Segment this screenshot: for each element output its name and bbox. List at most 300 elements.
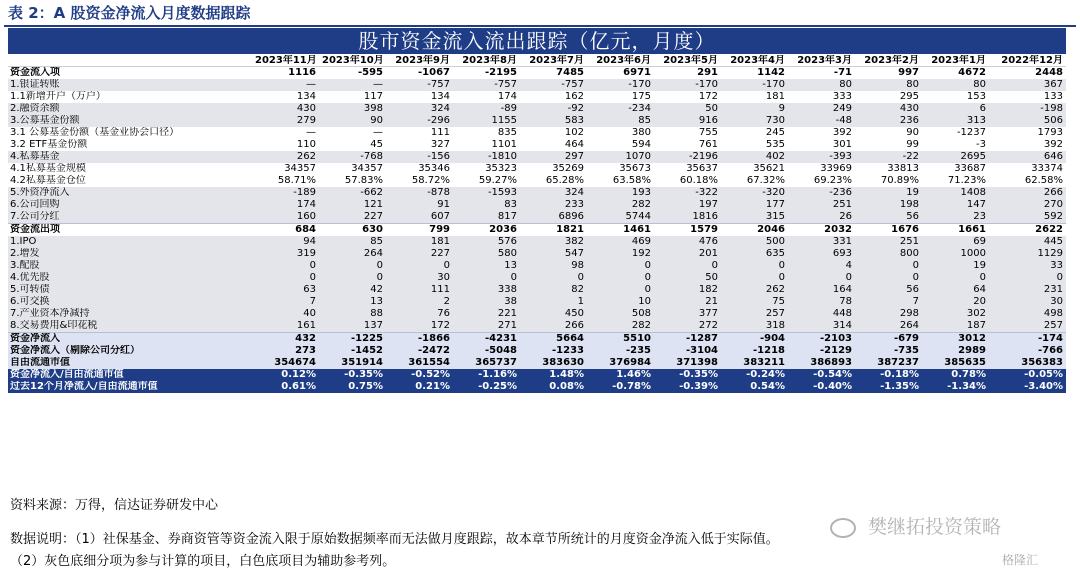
table-cell: -170	[654, 79, 721, 91]
row-label: 资金净流入/自由流通市值	[8, 369, 252, 381]
table-cell: 535	[721, 139, 788, 151]
row-label: 3.1 公募基金份额（基金业协会口径）	[8, 127, 252, 139]
table-cell: -0.35%	[654, 369, 721, 381]
table-cell: 635	[721, 248, 788, 260]
table-cell: 221	[453, 308, 520, 320]
table-row	[8, 260, 1066, 272]
table-cell: 392	[788, 127, 855, 139]
table-cell: -757	[453, 79, 520, 91]
table-cell: -878	[386, 187, 453, 199]
table-cell: 198	[855, 199, 922, 211]
table-cell: 730	[721, 115, 788, 127]
table-cell: 6	[922, 103, 989, 115]
table-row	[8, 139, 1066, 151]
table-cell: 33	[989, 260, 1066, 272]
watermark-label: 樊继拓投资策略	[868, 516, 1002, 538]
column-header: 2023年2月	[855, 55, 922, 67]
table-cell: -904	[721, 333, 788, 346]
table-cell: 0	[855, 260, 922, 272]
table-cell: 117	[319, 91, 386, 103]
table-cell: 383211	[721, 357, 788, 369]
table-cell: -768	[319, 151, 386, 163]
table-cell: 464	[520, 139, 587, 151]
table-cell: 69	[922, 236, 989, 248]
table-cell: 583	[520, 115, 587, 127]
table-row	[8, 236, 1066, 248]
table-cell: 111	[386, 127, 453, 139]
table-cell: -48	[788, 115, 855, 127]
table-cell: 430	[855, 103, 922, 115]
table-cell: 153	[922, 91, 989, 103]
column-header: 2022年12月	[989, 55, 1066, 67]
table-cell: 313	[922, 115, 989, 127]
table-cell: 0	[587, 272, 654, 284]
table-cell: -757	[386, 79, 453, 91]
row-label: 5.可转债	[8, 284, 252, 296]
table-cell: 0	[721, 272, 788, 284]
table-cell: -174	[989, 333, 1066, 346]
table-cell: -0.40%	[788, 381, 855, 393]
table-cell: 26	[788, 211, 855, 224]
table-cell: 181	[386, 236, 453, 248]
table-cell: 324	[386, 103, 453, 115]
table-cell: 78	[788, 296, 855, 308]
table-row	[8, 248, 1066, 260]
table-cell: 302	[922, 308, 989, 320]
table-cell: 172	[386, 320, 453, 333]
table-cell: 20	[922, 296, 989, 308]
table-cell: 1821	[520, 224, 587, 237]
table-cell: 0	[922, 272, 989, 284]
row-label: 3.2 ETF基金份额	[8, 139, 252, 151]
table-cell: —	[252, 79, 319, 91]
table-cell: 75	[721, 296, 788, 308]
table-cell: -1.35%	[855, 381, 922, 393]
table-cell: -1.34%	[922, 381, 989, 393]
table-row	[8, 127, 1066, 139]
table-row	[8, 91, 1066, 103]
table-cell: 35269	[520, 163, 587, 175]
table-row	[8, 79, 1066, 91]
row-label: 5.外资净流入	[8, 187, 252, 199]
table-cell: -3	[922, 139, 989, 151]
table-cell: -1.16%	[453, 369, 520, 381]
table-cell: 10	[587, 296, 654, 308]
table-row	[8, 345, 1066, 357]
table-row	[8, 187, 1066, 199]
table-cell: -757	[520, 79, 587, 91]
table-row	[8, 357, 1066, 369]
table-cell: —	[319, 127, 386, 139]
table-cell: 193	[587, 187, 654, 199]
table-cell: 761	[654, 139, 721, 151]
table-cell: 5510	[587, 333, 654, 346]
table-cell: 58.71%	[252, 175, 319, 187]
table-cell: 4	[788, 260, 855, 272]
table-cell: 1116	[252, 67, 319, 80]
table-cell: 2622	[989, 224, 1066, 237]
table-cell: 33687	[922, 163, 989, 175]
table-cell: 110	[252, 139, 319, 151]
column-header: 2023年10月	[319, 55, 386, 67]
table-cell: 76	[386, 308, 453, 320]
table-cell: 315	[721, 211, 788, 224]
table-cell: 233	[520, 199, 587, 211]
table-row	[8, 175, 1066, 187]
table-cell: 42	[319, 284, 386, 296]
table-cell: 354674	[252, 357, 319, 369]
table-row	[8, 296, 1066, 308]
table-cell: 607	[386, 211, 453, 224]
table-cell: 56	[855, 211, 922, 224]
table-cell: -3104	[654, 345, 721, 357]
table-cell: 91	[386, 199, 453, 211]
column-header: 2023年9月	[386, 55, 453, 67]
table-row	[8, 381, 1066, 393]
table-cell: 476	[654, 236, 721, 248]
table-cell: 916	[654, 115, 721, 127]
table-cell: 469	[587, 236, 654, 248]
table-cell: 257	[989, 320, 1066, 333]
table-cell: -1452	[319, 345, 386, 357]
column-header: 2023年1月	[922, 55, 989, 67]
table-cell: 1	[520, 296, 587, 308]
table-cell: -92	[520, 103, 587, 115]
table-cell: 6971	[587, 67, 654, 80]
row-label: 过去12个月净流入/自由流通市值	[8, 381, 252, 393]
row-label: 2.增发	[8, 248, 252, 260]
table-cell: 297	[520, 151, 587, 163]
table-cell: 594	[587, 139, 654, 151]
table-cell: 1676	[855, 224, 922, 237]
table-cell: 3012	[922, 333, 989, 346]
table-cell: 380	[587, 127, 654, 139]
table-cell: -189	[252, 187, 319, 199]
table-cell: 0	[788, 272, 855, 284]
watermark	[830, 512, 1001, 539]
data-note-line-1: 数据说明：（1）社保基金、券商资管等资金流入限于原始数据频率而无法做月度跟踪，故本章节所统计的月度资金净流入低于实际值。	[10, 532, 779, 547]
table-cell: 19	[855, 187, 922, 199]
table-cell: 164	[788, 284, 855, 296]
table-cell: 67.32%	[721, 175, 788, 187]
table-cell: 385635	[922, 357, 989, 369]
table-cell: 9	[721, 103, 788, 115]
table-row	[8, 103, 1066, 115]
table-cell: 236	[855, 115, 922, 127]
table-cell: 227	[319, 211, 386, 224]
table-cell: 1579	[654, 224, 721, 237]
table-cell: 0	[587, 284, 654, 296]
table-cell: 56	[855, 284, 922, 296]
table-cell: 0.08%	[520, 381, 587, 393]
table-cell: 319	[252, 248, 319, 260]
row-label: 资金流出项	[8, 224, 252, 237]
table-cell: 62.58%	[989, 175, 1066, 187]
table-cell: 506	[989, 115, 1066, 127]
table-cell: 134	[252, 91, 319, 103]
table-cell: -0.18%	[855, 369, 922, 381]
table-body	[8, 67, 1066, 394]
table-cell: -89	[453, 103, 520, 115]
table-cell: 57.83%	[319, 175, 386, 187]
table-cell: 99	[855, 139, 922, 151]
table-row	[8, 151, 1066, 163]
table-cell: 13	[453, 260, 520, 272]
table-cell: 500	[721, 236, 788, 248]
table-cell: -198	[989, 103, 1066, 115]
table-cell: 1408	[922, 187, 989, 199]
table-cell: 580	[453, 248, 520, 260]
table-row	[8, 115, 1066, 127]
column-header: 2023年5月	[654, 55, 721, 67]
row-label: 8.交易费用&印花税	[8, 320, 252, 333]
column-header: 2023年3月	[788, 55, 855, 67]
table-cell: 1.46%	[587, 369, 654, 381]
table-cell: 5744	[587, 211, 654, 224]
table-cell: 1070	[587, 151, 654, 163]
table-cell: 257	[721, 308, 788, 320]
row-label: 4.2私募基金仓位	[8, 175, 252, 187]
table-cell: 90	[319, 115, 386, 127]
table-cell: 271	[453, 320, 520, 333]
table-cell: 160	[252, 211, 319, 224]
table-cell: 137	[319, 320, 386, 333]
table-cell: 333	[788, 91, 855, 103]
table-cell: -0.35%	[319, 369, 386, 381]
table-cell: 547	[520, 248, 587, 260]
table-cell: 0	[654, 260, 721, 272]
table-cell: -0.05%	[989, 369, 1066, 381]
row-label: 6.可交换	[8, 296, 252, 308]
table-cell: 60.18%	[654, 175, 721, 187]
table-cell: -0.52%	[386, 369, 453, 381]
table-cell: 7	[252, 296, 319, 308]
table-cell: 331	[788, 236, 855, 248]
table-cell: 2448	[989, 67, 1066, 80]
table-cell: -0.25%	[453, 381, 520, 393]
table-cell: 0.78%	[922, 369, 989, 381]
table-cell: 0.75%	[319, 381, 386, 393]
table-cell: 291	[654, 67, 721, 80]
table-cell: 301	[788, 139, 855, 151]
table-cell: 693	[788, 248, 855, 260]
table-cell: 0	[319, 260, 386, 272]
table-cell: 1155	[453, 115, 520, 127]
table-cell: 402	[721, 151, 788, 163]
table-cell: -235	[587, 345, 654, 357]
table-cell: 83	[453, 199, 520, 211]
table-cell: 324	[520, 187, 587, 199]
table-row	[8, 284, 1066, 296]
table-cell: 102	[520, 127, 587, 139]
table-cell: 80	[855, 79, 922, 91]
table-cell: 174	[252, 199, 319, 211]
table-cell: 755	[654, 127, 721, 139]
table-cell: 13	[319, 296, 386, 308]
table-cell: 45	[319, 139, 386, 151]
row-label: 6.公司回购	[8, 199, 252, 211]
table-row	[8, 272, 1066, 284]
row-label: 资金净流入	[8, 333, 252, 346]
table-cell: 35621	[721, 163, 788, 175]
table-cell: -22	[855, 151, 922, 163]
table-cell: 134	[386, 91, 453, 103]
table-cell: -595	[319, 67, 386, 80]
table-cell: -1218	[721, 345, 788, 357]
table-cell: 0	[319, 272, 386, 284]
table-cell: 245	[721, 127, 788, 139]
table-row	[8, 369, 1066, 381]
table-cell: -1810	[453, 151, 520, 163]
row-label: 2.融资余额	[8, 103, 252, 115]
table-cell: 34357	[319, 163, 386, 175]
table-row	[8, 199, 1066, 211]
column-header: 2023年11月	[252, 55, 319, 67]
table-cell: -679	[855, 333, 922, 346]
table-cell: 21	[654, 296, 721, 308]
table-cell: 5664	[520, 333, 587, 346]
table-cell: -735	[855, 345, 922, 357]
table-cell: 23	[922, 211, 989, 224]
table-cell: 646	[989, 151, 1066, 163]
table-cell: 817	[453, 211, 520, 224]
table-cell: 0	[252, 260, 319, 272]
table-cell: 0	[252, 272, 319, 284]
table-cell: 251	[788, 199, 855, 211]
table-cell: -0.39%	[654, 381, 721, 393]
table-cell: -320	[721, 187, 788, 199]
table-cell: 80	[922, 79, 989, 91]
table-cell: 33374	[989, 163, 1066, 175]
row-label: 3.公募基金份额	[8, 115, 252, 127]
table-cell: 367	[989, 79, 1066, 91]
table-cell: -766	[989, 345, 1066, 357]
table-cell: 0	[989, 272, 1066, 284]
table-cell: -296	[386, 115, 453, 127]
table-cell: 1661	[922, 224, 989, 237]
fund-flow-table	[8, 55, 1066, 393]
table-cell: 7485	[520, 67, 587, 80]
table-cell: 162	[520, 91, 587, 103]
table-cell: 800	[855, 248, 922, 260]
table-cell: 338	[453, 284, 520, 296]
table-row	[8, 224, 1066, 237]
table-cell: 592	[989, 211, 1066, 224]
table-cell: 365737	[453, 357, 520, 369]
table-cell: 386893	[788, 357, 855, 369]
table-cell: 187	[922, 320, 989, 333]
table-cell: 2036	[453, 224, 520, 237]
table-cell: -236	[788, 187, 855, 199]
table-cell: 0	[520, 272, 587, 284]
table-cell: 227	[386, 248, 453, 260]
table-cell: 33813	[855, 163, 922, 175]
table-cell: -1593	[453, 187, 520, 199]
table-cell: 82	[520, 284, 587, 296]
table-cell: -1866	[386, 333, 453, 346]
table-cell: 282	[587, 199, 654, 211]
table-cell: 398	[319, 103, 386, 115]
table-cell: 314	[788, 320, 855, 333]
table-cell: -2472	[386, 345, 453, 357]
table-cell: 1101	[453, 139, 520, 151]
table-cell: 387237	[855, 357, 922, 369]
table-cell: -0.78%	[587, 381, 654, 393]
row-label: 4.私募基金	[8, 151, 252, 163]
table-cell: 264	[855, 320, 922, 333]
table-cell: 450	[520, 308, 587, 320]
table-cell: 121	[319, 199, 386, 211]
table-cell: 0.61%	[252, 381, 319, 393]
table-cell: 177	[721, 199, 788, 211]
table-cell: 576	[453, 236, 520, 248]
table-cell: 80	[788, 79, 855, 91]
table-cell: 94	[252, 236, 319, 248]
table-cell: 161	[252, 320, 319, 333]
table-cell: -2103	[788, 333, 855, 346]
table-cell: 262	[252, 151, 319, 163]
column-header: 2023年6月	[587, 55, 654, 67]
table-cell: 147	[922, 199, 989, 211]
table-cell: 197	[654, 199, 721, 211]
table-cell: -2196	[654, 151, 721, 163]
table-cell: 279	[252, 115, 319, 127]
table-cell: -2129	[788, 345, 855, 357]
table-cell: 508	[587, 308, 654, 320]
table-cell: -71	[788, 67, 855, 80]
table-cell: -234	[587, 103, 654, 115]
row-label: 7.产业资本净减持	[8, 308, 252, 320]
table-cell: —	[252, 127, 319, 139]
table-cell: 264	[319, 248, 386, 260]
table-cell: 35637	[654, 163, 721, 175]
table-cell: -2195	[453, 67, 520, 80]
table-cell: 0	[453, 272, 520, 284]
table-cell: 50	[654, 272, 721, 284]
table-cell: 192	[587, 248, 654, 260]
table-cell: 356383	[989, 357, 1066, 369]
table-cell: 182	[654, 284, 721, 296]
table-cell: 63	[252, 284, 319, 296]
table-cell: 85	[587, 115, 654, 127]
table-cell: 266	[520, 320, 587, 333]
row-label: 资金净流入（剔除公司分红）	[8, 345, 252, 357]
title-rule	[4, 25, 1076, 27]
table-cell: 40	[252, 308, 319, 320]
table-cell: 2046	[721, 224, 788, 237]
table-cell: -156	[386, 151, 453, 163]
table-cell: -170	[587, 79, 654, 91]
table-cell: 630	[319, 224, 386, 237]
table-cell: 0.21%	[386, 381, 453, 393]
column-header: 2023年4月	[721, 55, 788, 67]
table-cell: 266	[989, 187, 1066, 199]
table-cell: 432	[252, 333, 319, 346]
table-header-row	[8, 55, 1066, 67]
source-note: 资料来源：万得，信达证券研发中心	[10, 498, 219, 513]
table-cell: 0.12%	[252, 369, 319, 381]
table-cell: 70.89%	[855, 175, 922, 187]
table-cell: 65.28%	[520, 175, 587, 187]
table-cell: 34357	[252, 163, 319, 175]
table-row	[8, 308, 1066, 320]
table-cell: 382	[520, 236, 587, 248]
table-cell: —	[319, 79, 386, 91]
table-cell: 262	[721, 284, 788, 296]
table-cell: 448	[788, 308, 855, 320]
table-cell: 684	[252, 224, 319, 237]
table-cell: 174	[453, 91, 520, 103]
